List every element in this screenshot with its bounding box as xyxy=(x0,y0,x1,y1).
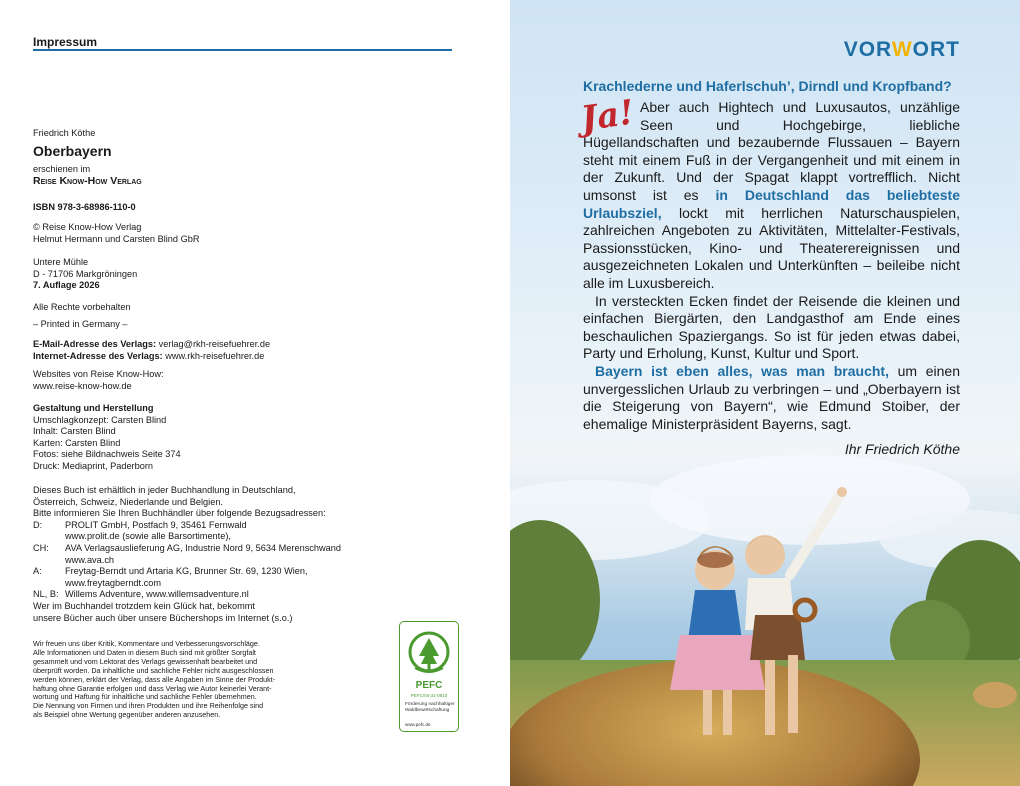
foreword-page xyxy=(510,0,1020,786)
dist-code: D: xyxy=(33,519,43,530)
websites-link[interactable]: www.reise-know-how.de xyxy=(33,380,132,391)
pefc-url: www.pefc.de xyxy=(405,722,431,727)
ja-initial: Ja! xyxy=(578,92,637,140)
fine-print-line: gesammelt und vom Lektorat des Verlags gewissenhaft bearbeitet und xyxy=(33,656,258,666)
signature: Ihr Friedrich Köthe xyxy=(844,441,960,458)
dist-text: www.ava.ch xyxy=(65,554,115,565)
email-link[interactable]: verlag@rkh-reisefuehrer.de xyxy=(158,339,271,349)
fine-print-line: werden können, erklärt der Verlag, dass alle Angaben im Sinne der Produkt- xyxy=(33,674,276,684)
isbn: ISBN 978-3-68986-110-0 xyxy=(33,202,136,212)
copyright-line-1: © Reise Know-How Verlag xyxy=(33,222,142,232)
dist-text: Freytag-Berndt und Artaria KG, Brunner Str. 69, 1230 Wien, xyxy=(65,566,308,577)
dist-outro-line: unsere Bücher auch über unsere Büchershops im Internet (s.o.) xyxy=(33,612,293,623)
rights: Alle Rechte vorbehalten xyxy=(33,302,131,312)
internet-link[interactable]: www.rkh-reisefuehrer.de xyxy=(165,350,265,361)
design-line: Karten: Carsten Blind xyxy=(33,437,121,448)
imprint-rule xyxy=(33,49,452,51)
dist-text: www.freytagberndt.com xyxy=(65,577,161,588)
highlight-text: in Deutschland das beliebteste Urlaubsziel, xyxy=(583,186,960,221)
foreword-heading-accent-letter: W xyxy=(891,38,913,61)
foreword-paragraph-3 xyxy=(583,363,960,433)
dist-code xyxy=(33,578,65,590)
fine-print xyxy=(33,640,333,720)
design-line: Inhalt: Carsten Blind xyxy=(33,426,116,437)
dist-code xyxy=(33,531,65,543)
address-line-1: Untere Mühle xyxy=(33,257,89,267)
distribution xyxy=(33,485,473,624)
design-line: Umschlagkonzept: Carsten Blind xyxy=(33,414,167,425)
pefc-code: PEFC/04-31-0810 xyxy=(410,693,448,698)
dist-intro-line: Dieses Buch ist erhältlich in jeder Buchhandlung in Deutschland, xyxy=(33,485,296,495)
dist-row xyxy=(33,566,473,578)
fine-print-line: überprüft worden. Da inhaltliche und sachliche Fehler nicht ausgeschlossen xyxy=(33,665,274,675)
pefc-name: PEFC xyxy=(415,680,443,691)
dist-text: Willems Adventure, www.willemsadventure.nl xyxy=(65,589,249,600)
dist-intro-line: Österreich, Schweiz, Niederlande und Belgien. xyxy=(33,496,223,507)
dist-text: AVA Verlagsauslieferung AG, Industrie Nord 9, 5634 Merenschwand xyxy=(65,542,341,553)
fine-print-line: als Beispiel ohne Wertung gegenüber anderen anzusehen. xyxy=(33,710,221,720)
pefc-tree-icon xyxy=(407,630,451,680)
design-line: Fotos: siehe Bildnachweis Seite 374 xyxy=(33,449,181,460)
paragraph-text: Aber auch Hightech und Luxusautos, unzählige Seen und Hochgebirge, liebliche Hügellandschaften und bezaubernde Flussauen – Bayern steht mit einem Fuß in der Vergangenheit und mit einem in der Zukunft. Und der Spagat klappt vortrefflich. Nicht umsonst ist es xyxy=(583,99,960,203)
design-line: Druck: Mediaprint, Paderborn xyxy=(33,460,154,471)
publisher-name: Reise Know-How Verlag xyxy=(33,174,142,187)
dist-row xyxy=(33,543,473,555)
dist-code: CH: xyxy=(33,542,49,553)
foreword-heading xyxy=(844,38,960,62)
dist-row xyxy=(33,589,473,601)
appeared-in: erschienen im xyxy=(33,164,91,174)
pefc-text: Förderung nachhaltiger Waldbewirtschaftung xyxy=(405,702,455,713)
book-title: Oberbayern xyxy=(33,143,112,159)
email-label: E-Mail-Adresse des Verlags: xyxy=(33,339,157,349)
copyright-line-2: Helmut Hermann und Carsten Blind GbR xyxy=(33,233,200,244)
paragraph-text: lockt mit herrlichen Naturschauspielen, zahlreichen Angeboten zu Aktivitäten, Mittelalter-Festivals, Passionsstücken, Kino- und Theaterereignissen und ausgezeichneten Lokalen und Unterkünften – beileibe nicht alle im Luxusbereich. xyxy=(583,204,960,291)
foreword-lead: Krachlederne und Haferlschuh’, Dirndl und Kropfband? xyxy=(583,78,952,94)
fine-print-line: haftung ohne Garantie erfolgen und dass Verlag wie Autor keinerlei Verant- xyxy=(33,683,272,693)
edition-year: 2026 xyxy=(79,280,100,291)
printed-in: – Printed in Germany – xyxy=(33,319,128,329)
dist-code xyxy=(33,555,65,567)
dist-text: www.prolit.de (sowie alle Barsortimente), xyxy=(65,531,231,542)
dist-outro-line: Wer im Buchhandel trotzdem kein Glück hat, bekommt xyxy=(33,600,255,611)
dist-code: NL, B: xyxy=(33,589,59,600)
websites-label: Websites von Reise Know-How: xyxy=(33,369,164,379)
foreword-heading-part: ORT xyxy=(912,38,960,61)
dist-row xyxy=(33,555,473,567)
publisher-block xyxy=(33,164,473,187)
foreword-heading-part: VOR xyxy=(843,38,892,61)
design-heading: Gestaltung und Herstellung xyxy=(33,403,154,413)
dist-code: A: xyxy=(33,566,42,577)
fine-print-line: Wir freuen uns über Kritik, Kommentare und Verbesserungsvorschläge. xyxy=(33,639,260,648)
fine-print-line: Die Nennung von Firmen und ihren Produkten und ihre Reihenfolge sind xyxy=(33,701,264,711)
internet-label: Internet-Adresse des Verlags: xyxy=(33,350,163,361)
pefc-badge xyxy=(399,621,459,732)
edition-label: 7. Auflage xyxy=(33,280,77,291)
dist-row xyxy=(33,520,473,532)
contact xyxy=(33,339,473,362)
address-line-2: D - 71706 Markgröningen xyxy=(33,268,138,279)
websites xyxy=(33,369,473,392)
foreword-paragraph-1 xyxy=(578,92,960,293)
fine-print-line: Alle Informationen und Daten in diesem Buch sind mit größter Sorgfalt xyxy=(33,647,256,657)
imprint-heading: Impressum xyxy=(33,35,98,49)
dist-text: PROLIT GmbH, Postfach 9, 35461 Fernwald xyxy=(65,519,247,530)
highlight-text: Bayern ist eben alles, was man braucht, xyxy=(595,362,889,379)
paragraph-text: um einen unvergesslichen Urlaub zu verbringen – und „Oberbayern ist die Steigerung von Bayern“, wie Edmund Stoiber, der ehemalige Ministerpräsident Bayerns, sagt. xyxy=(583,362,960,432)
copyright xyxy=(33,222,473,245)
dist-intro-line: Bitte informieren Sie Ihren Buchhändler über folgende Bezugsadressen: xyxy=(33,508,326,519)
edition xyxy=(33,280,473,292)
foreword-paragraph-2: In versteckten Ecken findet der Reisende die kleinen und einfachen Biergärten, den Landgasthof am Ende eines beschaulichen Spaziergangs. So ist für jeden etwas dabei, Party und Erholung, Kunst, Kultur und Sport. xyxy=(583,292,960,362)
fine-print-line: wortung und Haftung für inhaltliche und sachliche Fehler übernehmen. xyxy=(33,692,257,702)
design-credits xyxy=(33,403,473,473)
address xyxy=(33,257,473,292)
dist-row xyxy=(33,531,473,543)
author: Friedrich Köthe xyxy=(33,128,96,138)
foreword-text xyxy=(578,78,960,458)
dist-row xyxy=(33,578,473,590)
